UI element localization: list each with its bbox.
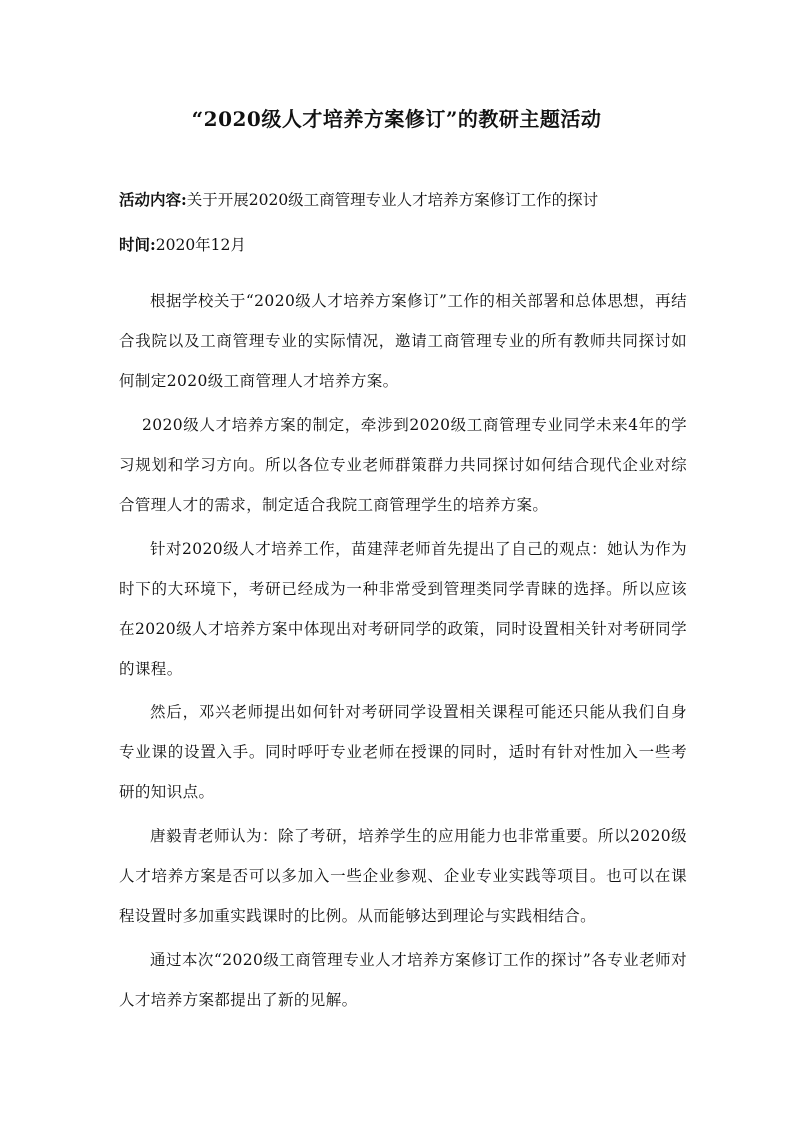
activity-content-line bbox=[119, 188, 689, 210]
body-paragraph-6: 通过本次“2020级工商管理专业人才培养方案修订工作的探讨”各专业老师对人才培养方案都提出了新的见解。 bbox=[119, 950, 687, 1009]
time-line bbox=[119, 233, 689, 255]
body-paragraph-2: 2020级人才培养方案的制定，牵涉到2020级工商管理专业同学未来4年的学习规划和学习方向。所以各位专业老师群策群力共同探讨如何结合现代企业对综合管理人才的需求，制定适合我院工商管理学生的培养方案。 bbox=[119, 415, 687, 514]
activity-content-label: 活动内容: bbox=[119, 190, 187, 209]
body-paragraph-4: 然后，邓兴老师提出如何针对考研同学设置相关课程可能还只能从我们自身专业课的设置入手。同时呼吁专业老师在授课的同时，适时有针对性加入一些考研的知识点。 bbox=[119, 702, 687, 801]
body-paragraph-1: 根据学校关于“2020级人才培养方案修订”工作的相关部署和总体思想，再结合我院以及工商管理专业的实际情况，邀请工商管理专业的所有教师共同探讨如何制定2020级工商管理人才培养方案。 bbox=[119, 291, 687, 390]
activity-content-value: 关于开展2020级工商管理专业人才培养方案修订工作的探讨 bbox=[186, 191, 599, 209]
time-value: 2020年12月 bbox=[155, 236, 246, 254]
body-paragraph-3: 针对2020级人才培养工作，苗建萍老师首先提出了自己的观点：她认为作为时下的大环境下，考研已经成为一种非常受到管理类同学青睐的选择。所以应该在2020级人才培养方案中体现出对考研同学的政策，同时设置相关针对考研同学的课程。 bbox=[119, 539, 687, 678]
page-title: “2020级人才培养方案修订”的教研主题活动 bbox=[191, 107, 602, 131]
body-paragraph-5: 唐毅青老师认为：除了考研，培养学生的应用能力也非常重要。所以2020级人才培养方案是否可以多加入一些企业参观、企业专业实践等项目。也可以在课程设置时多加重实践课时的比例。从而能够达到理论与实践相结合。 bbox=[119, 826, 687, 925]
time-label: 时间: bbox=[119, 235, 156, 254]
